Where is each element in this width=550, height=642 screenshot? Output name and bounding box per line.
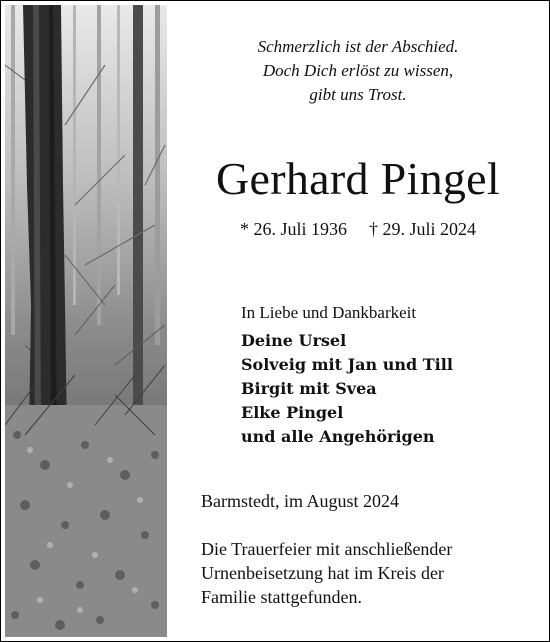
mourners-list xyxy=(241,329,453,449)
death-date: † 29. Juli 2024 xyxy=(369,219,477,239)
mourner-name: Birgit mit Svea xyxy=(241,379,377,398)
place-date: Barmstedt, im August 2024 xyxy=(201,491,399,511)
funeral-note xyxy=(201,537,541,609)
birth-date: * 26. Juli 1936 xyxy=(239,219,347,239)
funeral-note-line: Die Trauerfeier mit anschließender xyxy=(201,539,453,559)
motto-line: Doch Dich erlöst zu wissen, xyxy=(262,61,454,80)
forest-photo xyxy=(5,5,167,637)
mourner-name: Solveig mit Jan und Till xyxy=(241,355,453,374)
mourner-name: Elke Pingel xyxy=(241,403,344,422)
obituary-text xyxy=(167,1,549,641)
mourners-intro: In Liebe und Dankbarkeit xyxy=(241,303,417,322)
mourner-name: Deine Ursel xyxy=(241,331,347,350)
funeral-note-line: Urnenbeisetzung hat im Kreis der xyxy=(201,563,444,583)
forest-illustration xyxy=(5,5,167,637)
mourner-name: und alle Angehörigen xyxy=(241,427,435,446)
deceased-name: Gerhard Pingel xyxy=(216,153,500,204)
life-dates xyxy=(167,217,549,241)
motto-line: Schmerzlich ist der Abschied. xyxy=(257,37,459,56)
funeral-note-line: Familie stattgefunden. xyxy=(201,587,362,607)
motto xyxy=(167,35,549,107)
motto-line: gibt uns Trost. xyxy=(309,85,407,104)
